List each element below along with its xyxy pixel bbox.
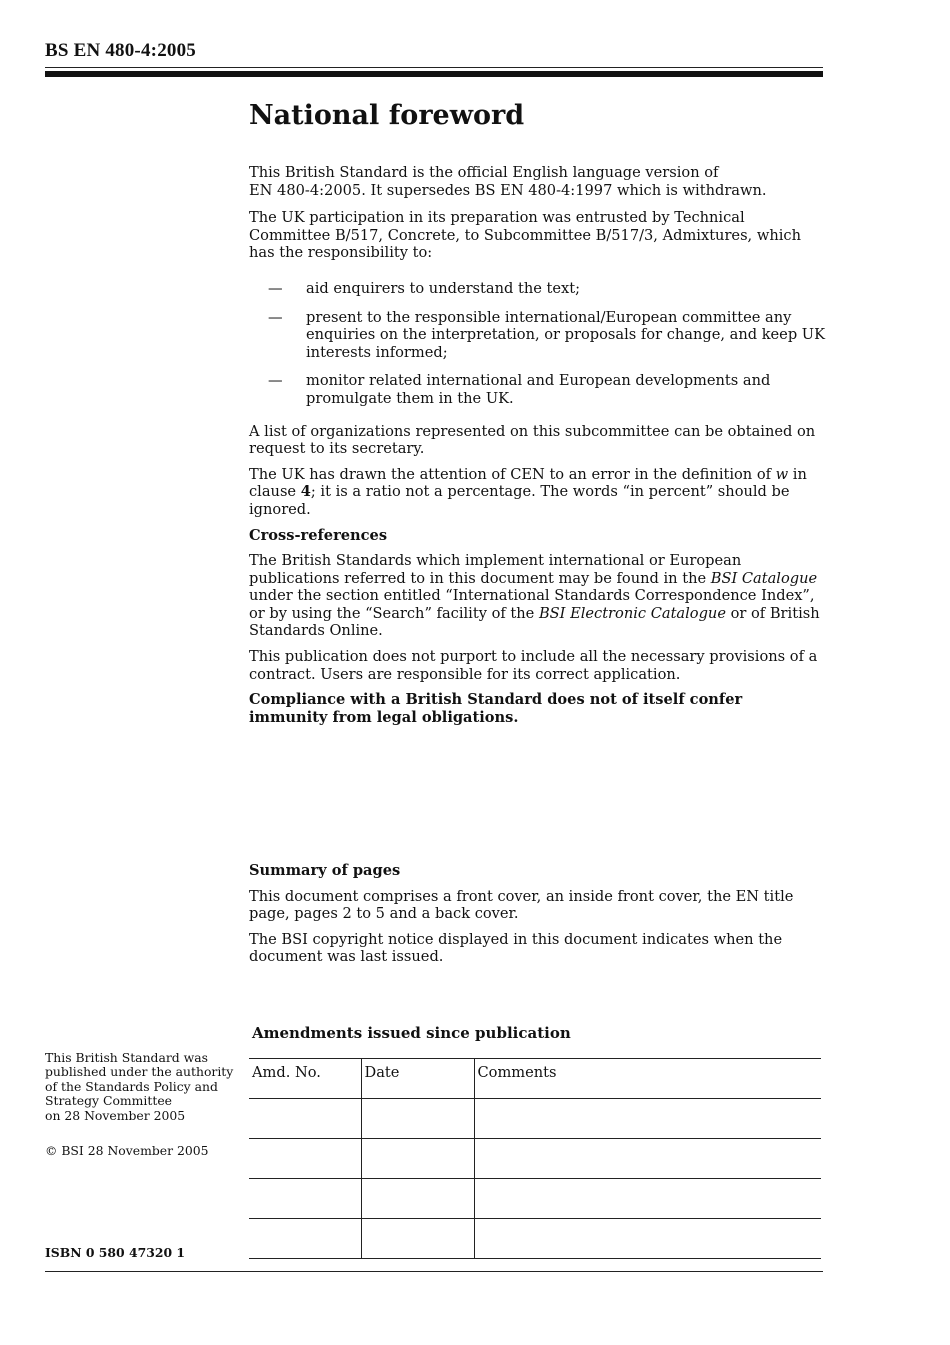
column-header-date: Date <box>361 1059 474 1099</box>
table-row <box>249 1219 821 1259</box>
table-row <box>249 1139 821 1179</box>
provisions-paragraph: This publication does not purport to include all the necessary provisions of a contract. Users are responsible for its correct application. <box>249 648 818 683</box>
footer-rule <box>45 1271 823 1272</box>
table-cell <box>249 1179 361 1219</box>
summary-paragraph-1: This document comprises a front cover, an inside front cover, the EN title page, pages 2 to 5 and a back cover. <box>249 887 794 923</box>
table-cell <box>361 1099 474 1139</box>
intro-line-2: EN 480-4:2005. It supersedes BS EN 480-4:1997 which is withdrawn. <box>249 181 767 199</box>
list-item-text: aid enquirers to understand the text; <box>306 279 581 297</box>
table-row <box>249 1099 821 1139</box>
cross-ref-text-1: The British Standards which implement international or European publications referred to in this document may be found in the <box>249 552 742 587</box>
foreword-body <box>249 164 825 734</box>
summary-of-pages <box>249 862 825 974</box>
table-row <box>249 1179 821 1219</box>
error-note-text-2: in clause <box>249 465 807 501</box>
table-cell <box>361 1139 474 1179</box>
table-cell <box>249 1099 361 1139</box>
compliance-statement: Compliance with a British Standard does not of itself confer immunity from legal obligations. <box>249 691 743 726</box>
participation-paragraph: The UK participation in its preparation was entrusted by Technical Committee B/517, Concrete, to Subcommittee B/517/3, Admixtures, which has the responsibility to: <box>249 209 801 262</box>
responsibility-list <box>249 280 825 408</box>
table-cell <box>249 1219 361 1259</box>
page-title: National foreword <box>249 100 525 131</box>
table-cell <box>474 1139 821 1179</box>
bullet-dash: — <box>268 372 283 390</box>
side-note-line: Strategy Committee <box>45 1093 172 1109</box>
table-cell <box>361 1179 474 1219</box>
publication-authority-note <box>45 1051 235 1123</box>
table-cell <box>474 1179 821 1219</box>
table-cell <box>474 1099 821 1139</box>
list-item <box>249 280 825 298</box>
table-cell <box>361 1219 474 1259</box>
isbn: ISBN 0 580 47320 1 <box>45 1245 186 1260</box>
bsi-catalogue: BSI Catalogue <box>710 569 818 587</box>
table-cell <box>474 1219 821 1259</box>
error-note-text-3: ; it is a ratio not a percentage. The words “in percent” should be ignored. <box>249 483 790 518</box>
side-note-line: on 28 November 2005 <box>45 1107 186 1123</box>
copyright-notice: © BSI 28 November 2005 <box>45 1143 209 1158</box>
organizations-paragraph: A list of organizations represented on this subcommittee can be obtained on request to its secretary. <box>249 422 816 458</box>
cross-ref-text-3: or of British Standards Online. <box>249 604 820 640</box>
table-header-row <box>249 1059 821 1099</box>
list-item-text: monitor related international and European developments and promulgate them in the UK. <box>306 372 771 407</box>
standard-identifier: BS EN 480-4:2005 <box>45 40 196 61</box>
error-note-text-1: The UK has drawn the attention of CEN to an error in the definition of <box>249 465 776 483</box>
intro-line-1: This British Standard is the official English language version of <box>249 164 719 181</box>
list-item-text: present to the responsible international/European committee any enquiries on the interpretation, or proposals for change, and keep UK interests informed; <box>306 308 826 361</box>
side-note-line: This British Standard was <box>45 1050 209 1065</box>
list-item <box>249 309 825 362</box>
summary-paragraph-2: The BSI copyright notice displayed in this document indicates when the document was last issued. <box>249 930 783 966</box>
table-cell <box>249 1139 361 1179</box>
header-rule-thin <box>45 67 823 68</box>
bsi-electronic-catalogue: BSI Electronic Catalogue <box>538 604 726 622</box>
cross-references-heading: Cross-references <box>249 526 388 544</box>
column-header-amd-no: Amd. No. <box>249 1059 361 1099</box>
summary-heading: Summary of pages <box>249 862 401 879</box>
amendments-table <box>249 1058 821 1259</box>
header-rule-thick <box>45 71 823 77</box>
side-note-line: published under the authority <box>45 1064 234 1080</box>
side-note-line: of the Standards Policy and <box>45 1078 218 1094</box>
cross-ref-text-2: under the section entitled “International Standards Correspondence Index”, or by using the “Search” facility of the <box>249 587 815 622</box>
error-note-paragraph <box>249 466 825 519</box>
bullet-dash: — <box>268 308 283 326</box>
list-item <box>249 372 825 407</box>
clause-number: 4 <box>300 483 311 501</box>
variable-w: w <box>775 465 789 483</box>
column-header-comments: Comments <box>474 1059 821 1099</box>
bullet-dash: — <box>268 279 283 297</box>
amendments-title: Amendments issued since publication <box>252 1024 571 1042</box>
cross-references-paragraph <box>249 552 825 640</box>
